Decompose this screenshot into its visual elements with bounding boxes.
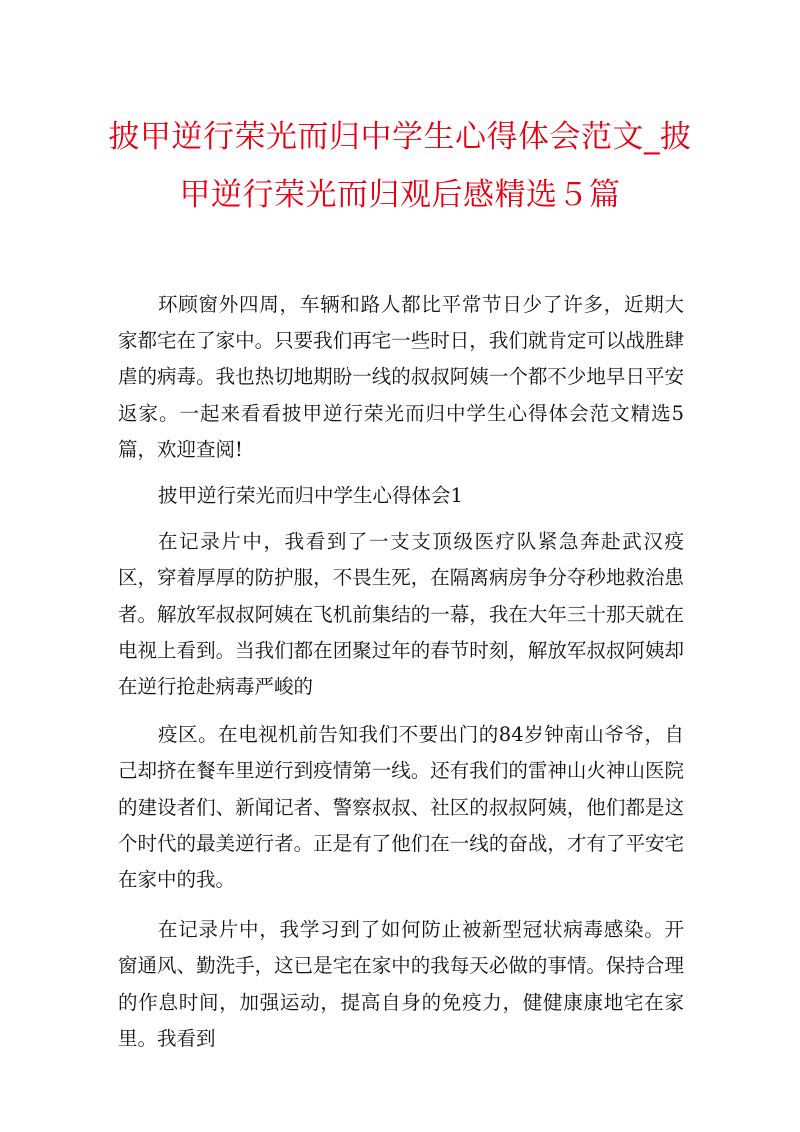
title-line-2: 甲逆行荣光而归观后感精选５篇 [179,177,621,213]
section-heading: 披甲逆行荣光而归中学生心得体会1 [158,484,463,508]
intro-paragraph: 环顾窗外四周，车辆和路人都比平常节日少了许多，近期大家都宅在了家中。只要我们再宅一些时日，我们就肯定可以战胜肆虐的病毒。我也热切地期盼一线的叔叔阿姨一个都不少地早日平安返家。一起来看看披甲逆行荣光而归中学生心得体会范文精选5篇，欢迎查阅! [118,293,684,461]
body-paragraph: 在记录片中，我看到了一支支顶级医疗队紧急奔赴武汉疫区，穿着厚厚的防护服，不畏生死，在隔离病房争分夺秒地救治患者。解放军叔叔阿姨在飞机前集结的一幕，我在大年三十那天就在电视上看到。当我们都在团聚过年的春节时刻，解放军叔叔阿姨却在逆行抢赴病毒严峻的 [118,530,684,699]
body-paragraph: 在记录片中，我学习到了如何防止被新型冠状病毒感染。开窗通风、勤洗手，这已是宅在家中的我每天必做的事情。保持合理的作息时间，加强运动，提高自身的免疫力，健健康康地宅在家里。我看到 [118,918,684,1050]
document-title [100,108,700,224]
body-paragraph: 疫区。在电视机前告知我们不要出门的84岁钟南山爷爷，自己却挤在餐车里逆行到疫情第一线。还有我们的雷神山火神山医院的建设者们、新闻记者、警察叔叔、社区的叔叔阿姨，他们都是这个时代的最美逆行者。正是有了他们在一线的奋战，才有了平安宅在家中的我。 [118,723,684,892]
document-body [118,287,684,1057]
title-line-1: 披甲逆行荣光而归中学生心得体会范文_披 [108,119,692,155]
